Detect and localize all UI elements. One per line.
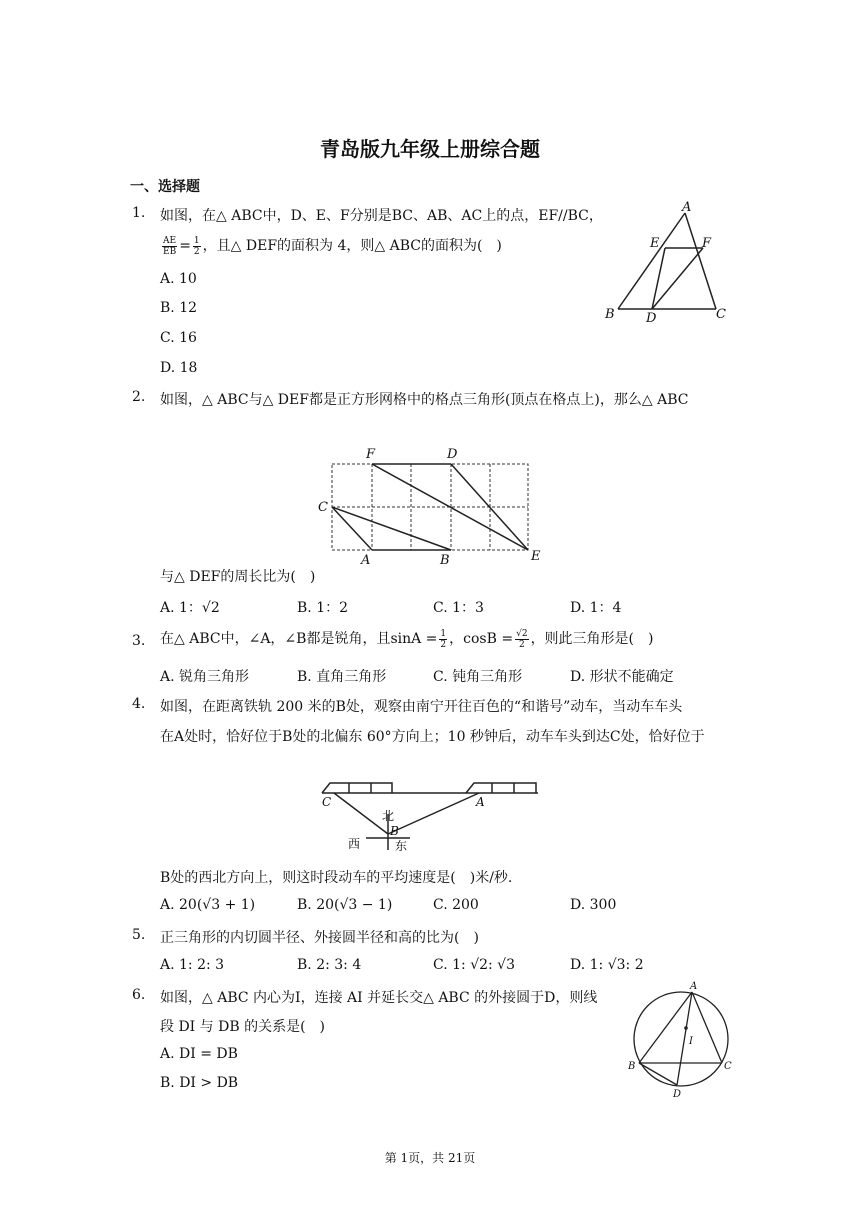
q6-option-b: B. DI > DB <box>160 1075 239 1091</box>
q5-option-b: B. 2: 3: 4 <box>297 957 362 973</box>
question-1-line-2 <box>160 235 502 257</box>
q5-option-c: C. 1: √2: √3 <box>433 957 516 973</box>
label-north: 北 <box>382 809 395 823</box>
label-east: 东 <box>395 839 408 853</box>
question-4-line-1: 如图，在距离铁轨 200 米的B处，观察由南宁开往百色的“和谐号”动车，当动车车头 <box>160 699 683 715</box>
q2-grid-figure <box>312 444 552 568</box>
fraction-numerator: √2 <box>516 628 528 639</box>
q4-option-c: C. 200 <box>433 897 479 913</box>
question-3-line-1 <box>160 628 654 650</box>
label-c: C <box>724 1061 732 1072</box>
q4-option-b: B. 20(√3 − 1) <box>297 897 393 913</box>
label-e: E <box>650 236 660 251</box>
fraction-numerator: AE <box>163 235 177 246</box>
q3-option-d: D. 形状不能确定 <box>570 669 674 685</box>
q2-option-c: C. 1：3 <box>433 600 484 616</box>
page-footer: 第 1页，共 21页 <box>384 1151 476 1165</box>
q1-option-d: D. 18 <box>160 360 198 376</box>
fraction-root2-over-2 <box>515 629 528 650</box>
q1-option-c: C. 16 <box>160 330 197 346</box>
label-a: A <box>682 200 692 215</box>
fraction-denominator: 2 <box>440 639 447 650</box>
question-3-number: 3. <box>132 633 146 649</box>
fraction-numerator: 1 <box>440 628 447 639</box>
q1-option-a: A. 10 <box>160 271 197 287</box>
q1-triangle-figure <box>598 196 738 326</box>
label-f: F <box>366 447 376 462</box>
label-a: A <box>690 981 698 992</box>
q3-option-b: B. 直角三角形 <box>297 669 387 685</box>
question-6-line-2: 段 DI 与 DB 的关系是( ) <box>160 1019 325 1035</box>
question-1-line-1: 如图，在△ ABC中，D、E、F分别是BC、AB、AC上的点，EF//BC， <box>160 208 603 224</box>
question-5-line-1: 正三角形的内切圆半径、外接圆半径和高的比为( ) <box>160 930 479 946</box>
label-d: D <box>673 1089 682 1100</box>
label-b: B <box>628 1061 636 1072</box>
q1-option-b: B. 12 <box>160 300 198 316</box>
label-d: D <box>646 311 657 326</box>
question-6-number: 6. <box>132 987 146 1003</box>
q3-text-b: ，cosB = <box>449 631 514 647</box>
fraction-denominator: 2 <box>518 639 525 650</box>
fraction-denominator: 2 <box>193 246 200 257</box>
q3-option-c: C. 钝角三角形 <box>433 669 523 685</box>
question-4-number: 4. <box>132 696 146 712</box>
q6-circle-figure <box>625 978 737 1102</box>
question-4-line-2: 在A处时，恰好位于B处的北偏东 60°方向上；10 秒钟后，动车车头到达C处，恰好位于 <box>160 729 705 745</box>
label-a: A <box>476 795 485 809</box>
label-d: D <box>447 447 458 462</box>
page-title: 青岛版九年级上册综合题 <box>320 137 540 161</box>
section-heading: 一、选择题 <box>130 179 200 195</box>
label-b: B <box>440 553 450 568</box>
q3-option-a: A. 锐角三角形 <box>160 669 250 685</box>
q2-option-b: B. 1：2 <box>297 600 349 616</box>
question-2-line-1: 如图，△ ABC与△ DEF都是正方形网格中的格点三角形(顶点在格点上)，那么△ ABC <box>160 392 689 408</box>
label-i: I <box>689 1036 693 1047</box>
question-5-number: 5. <box>132 927 146 943</box>
q5-option-d: D. 1: √3: 2 <box>570 957 644 973</box>
fraction-ae-eb <box>162 236 177 257</box>
label-a: A <box>361 553 371 568</box>
q3-text-c: ，则此三角形是( ) <box>530 631 654 647</box>
label-c: C <box>318 500 328 515</box>
label-c: C <box>322 795 332 809</box>
label-west: 西 <box>348 837 361 851</box>
q3-text-a: 在△ ABC中，∠A，∠B都是锐角，且sinA = <box>160 631 438 647</box>
q6-option-a: A. DI = DB <box>160 1046 238 1062</box>
fraction-one-half <box>439 629 447 650</box>
q5-option-a: A. 1: 2: 3 <box>160 957 225 973</box>
question-6-line-1: 如图，△ ABC 内心为I，连接 AI 并延长交△ ABC 的外接圆于D，则线 <box>160 990 598 1006</box>
question-2-number: 2. <box>132 389 146 405</box>
label-e: E <box>531 549 541 564</box>
fraction-numerator: 1 <box>193 235 200 246</box>
question-1-line-2-text: ，且△ DEF的面积为 4，则△ ABC的面积为( ) <box>202 238 502 254</box>
fraction-denominator: EB <box>163 246 177 257</box>
question-1-number: 1. <box>132 205 146 221</box>
question-4-line-3: B处的西北方向上，则这时段动车的平均速度是( )米/秒. <box>160 870 513 886</box>
question-2-line-2: 与△ DEF的周长比为( ) <box>160 569 316 585</box>
q4-option-d: D. 300 <box>570 897 617 913</box>
label-c: C <box>716 307 726 322</box>
fraction-one-half <box>193 236 201 257</box>
label-f: F <box>702 236 712 251</box>
q2-option-d: D. 1：4 <box>570 600 622 616</box>
label-b: B <box>605 307 615 322</box>
q4-railway-figure <box>316 774 546 856</box>
q2-option-a: A. 1：√2 <box>160 600 220 616</box>
q4-option-a: A. 20(√3 + 1) <box>160 897 256 913</box>
label-b: B <box>390 824 399 838</box>
equals-sign: = <box>179 238 191 254</box>
